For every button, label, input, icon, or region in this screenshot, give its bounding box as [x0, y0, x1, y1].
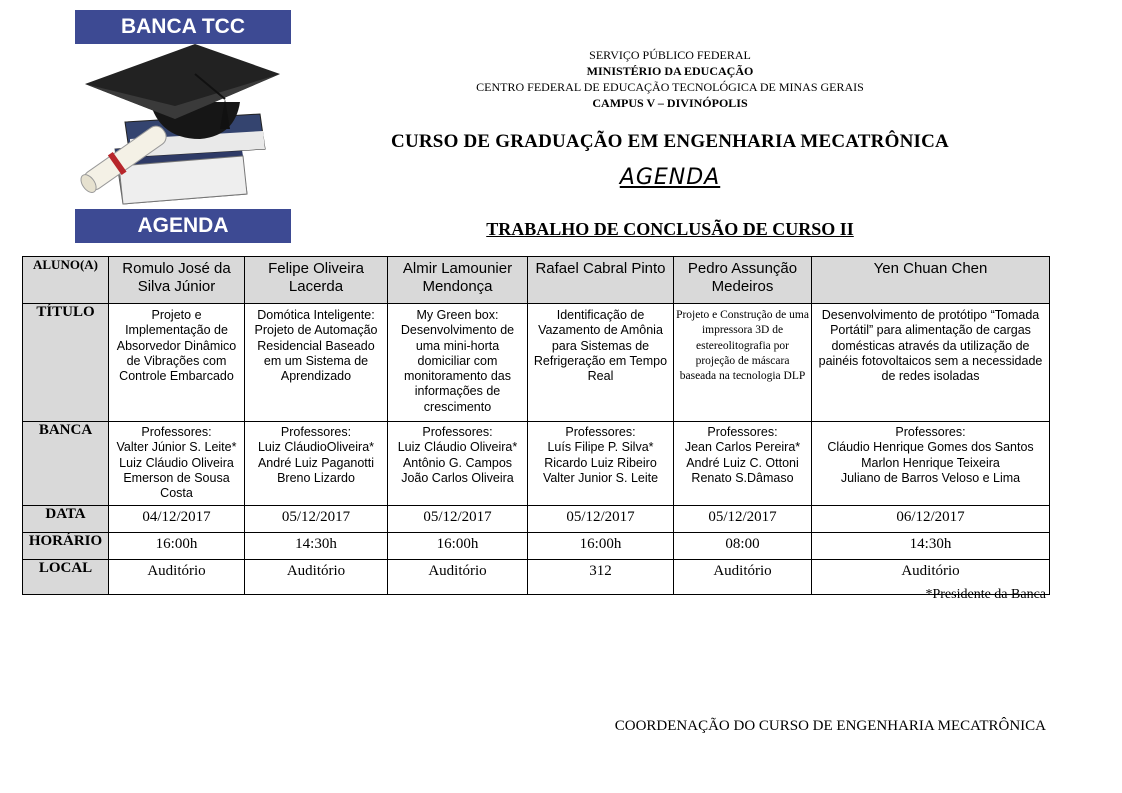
committee-cell	[674, 422, 812, 506]
coordination-signature: COORDENAÇÃO DO CURSO DE ENGENHARIA MECATRÔNICA	[614, 718, 1046, 734]
defense-date: 06/12/2017	[812, 506, 1050, 533]
header-line-3: CENTRO FEDERAL DE EDUCAÇÃO TECNOLÓGICA DE MINAS GERAIS	[476, 80, 864, 94]
defense-time: 16:00h	[528, 533, 674, 560]
committee-member: Renato S.Dâmaso	[691, 470, 794, 485]
committee-cell	[109, 422, 245, 506]
committee-member: Luiz CláudioOliveira*	[257, 440, 375, 455]
logo-bottom-label: AGENDA	[75, 209, 291, 243]
table-row-titulo	[23, 304, 1050, 422]
header-line-4: CAMPUS V – DIVINÓPOLIS	[592, 96, 748, 110]
defense-location: Auditório	[245, 560, 388, 595]
committee-member: Jean Carlos Pereira*	[684, 440, 801, 455]
table-row-banca	[23, 422, 1050, 506]
row-label-local: LOCAL	[23, 560, 109, 595]
committee-cell	[528, 422, 674, 506]
defense-location: Auditório	[812, 560, 1050, 595]
student-name: Pedro Assunção Medeiros	[674, 257, 812, 304]
institution-header	[400, 47, 940, 111]
committee-member: Antônio G. Campos	[402, 455, 513, 470]
tcc-title: TRABALHO DE CONCLUSÃO DE CURSO II	[486, 219, 854, 239]
student-name: Felipe Oliveira Lacerda	[245, 257, 388, 304]
committee-member: André Luiz C. Ottoni	[686, 455, 799, 470]
thesis-title: Projeto e Implementação de Absorvedor Dinâmico de Vibrações com Controle Embarcado	[109, 304, 245, 422]
defense-time: 16:00h	[109, 533, 245, 560]
table-row-horario	[23, 533, 1050, 560]
committee-header: Professores:	[707, 425, 778, 439]
defense-date: 05/12/2017	[528, 506, 674, 533]
row-label-titulo: TÍTULO	[23, 304, 109, 422]
president-footnote: *Presidente da Banca	[925, 587, 1046, 602]
row-label-aluno: ALUNO(A)	[23, 257, 109, 304]
banca-tcc-logo	[75, 10, 291, 243]
header-line-2: MINISTÉRIO DA EDUCAÇÃO	[586, 64, 754, 78]
committee-header: Professores:	[141, 425, 212, 439]
student-name: Yen Chuan Chen	[812, 257, 1050, 304]
row-label-horario: HORÁRIO	[23, 533, 109, 560]
committee-member: Marlon Henrique Teixeira	[861, 455, 1000, 470]
defense-time: 16:00h	[388, 533, 528, 560]
thesis-title: Domótica Inteligente: Projeto de Automação Residencial Baseado em um Sistema de Aprendizado	[245, 304, 388, 422]
row-label-data: DATA	[23, 506, 109, 533]
student-name: Almir Lamounier Mendonça	[388, 257, 528, 304]
committee-cell	[245, 422, 388, 506]
defense-time: 14:30h	[245, 533, 388, 560]
row-label-banca: BANCA	[23, 422, 109, 506]
committee-member: Juliano de Barros Veloso e Lima	[840, 470, 1021, 485]
course-title: CURSO DE GRADUAÇÃO EM ENGENHARIA MECATRÔNICA	[391, 131, 949, 152]
committee-member: Breno Lizardo	[277, 470, 355, 485]
committee-header: Professores:	[280, 425, 352, 439]
defense-date: 05/12/2017	[388, 506, 528, 533]
committee-member: André Luiz Paganotti	[257, 455, 375, 470]
agenda-heading: AGENDA	[619, 165, 721, 190]
graduation-cap-books-icon	[75, 44, 291, 209]
committee-header: Professores:	[565, 425, 636, 439]
defense-location: Auditório	[388, 560, 528, 595]
thesis-title: My Green box: Desenvolvimento de uma mini-horta domiciliar com monitoramento das informações de crescimento	[388, 304, 528, 422]
committee-member: Cláudio Henrique Gomes dos Santos	[827, 440, 1034, 455]
defense-date: 04/12/2017	[109, 506, 245, 533]
thesis-title: Desenvolvimento de protótipo “Tomada Portátil” para alimentação de cargas domésticas através da utilização de painéis fotovoltaicos sem a necessidade de redes isoladas	[812, 304, 1050, 422]
committee-member: Luiz Cláudio Oliveira*	[397, 440, 518, 455]
committee-member: Luís Filipe P. Silva*	[547, 440, 654, 455]
committee-cell	[388, 422, 528, 506]
defense-date: 05/12/2017	[245, 506, 388, 533]
table-row-local	[23, 560, 1050, 595]
defense-location: 312	[528, 560, 674, 595]
table-row-aluno	[23, 257, 1050, 304]
thesis-title: Identificação de Vazamento de Amônia para Sistemas de Refrigeração em Tempo Real	[528, 304, 674, 422]
committee-header: Professores:	[422, 425, 493, 439]
defense-time: 08:00	[674, 533, 812, 560]
defense-date: 05/12/2017	[674, 506, 812, 533]
committee-cell	[812, 422, 1050, 506]
logo-top-label: BANCA TCC	[75, 10, 291, 44]
committee-member: Luiz Cláudio Oliveira	[119, 455, 234, 470]
student-name: Romulo José da Silva Júnior	[109, 257, 245, 304]
committee-header: Professores:	[895, 425, 966, 439]
committee-member: João Carlos Oliveira	[401, 470, 514, 485]
defense-location: Auditório	[109, 560, 245, 595]
header-line-1: SERVIÇO PÚBLICO FEDERAL	[589, 48, 751, 62]
table-row-data	[23, 506, 1050, 533]
defense-location: Auditório	[674, 560, 812, 595]
student-name: Rafael Cabral Pinto	[528, 257, 674, 304]
committee-member: Valter Júnior S. Leite*	[116, 440, 237, 455]
committee-member: Emerson de Sousa Costa	[123, 470, 230, 501]
thesis-title: Projeto e Construção de uma impressora 3D de estereolitografia por projeção de máscara baseada na tecnologia DLP	[674, 304, 812, 422]
committee-member: Ricardo Luiz Ribeiro	[544, 455, 657, 470]
committee-member: Valter Junior S. Leite	[542, 470, 659, 485]
defense-schedule-table	[22, 256, 1050, 595]
defense-time: 14:30h	[812, 533, 1050, 560]
